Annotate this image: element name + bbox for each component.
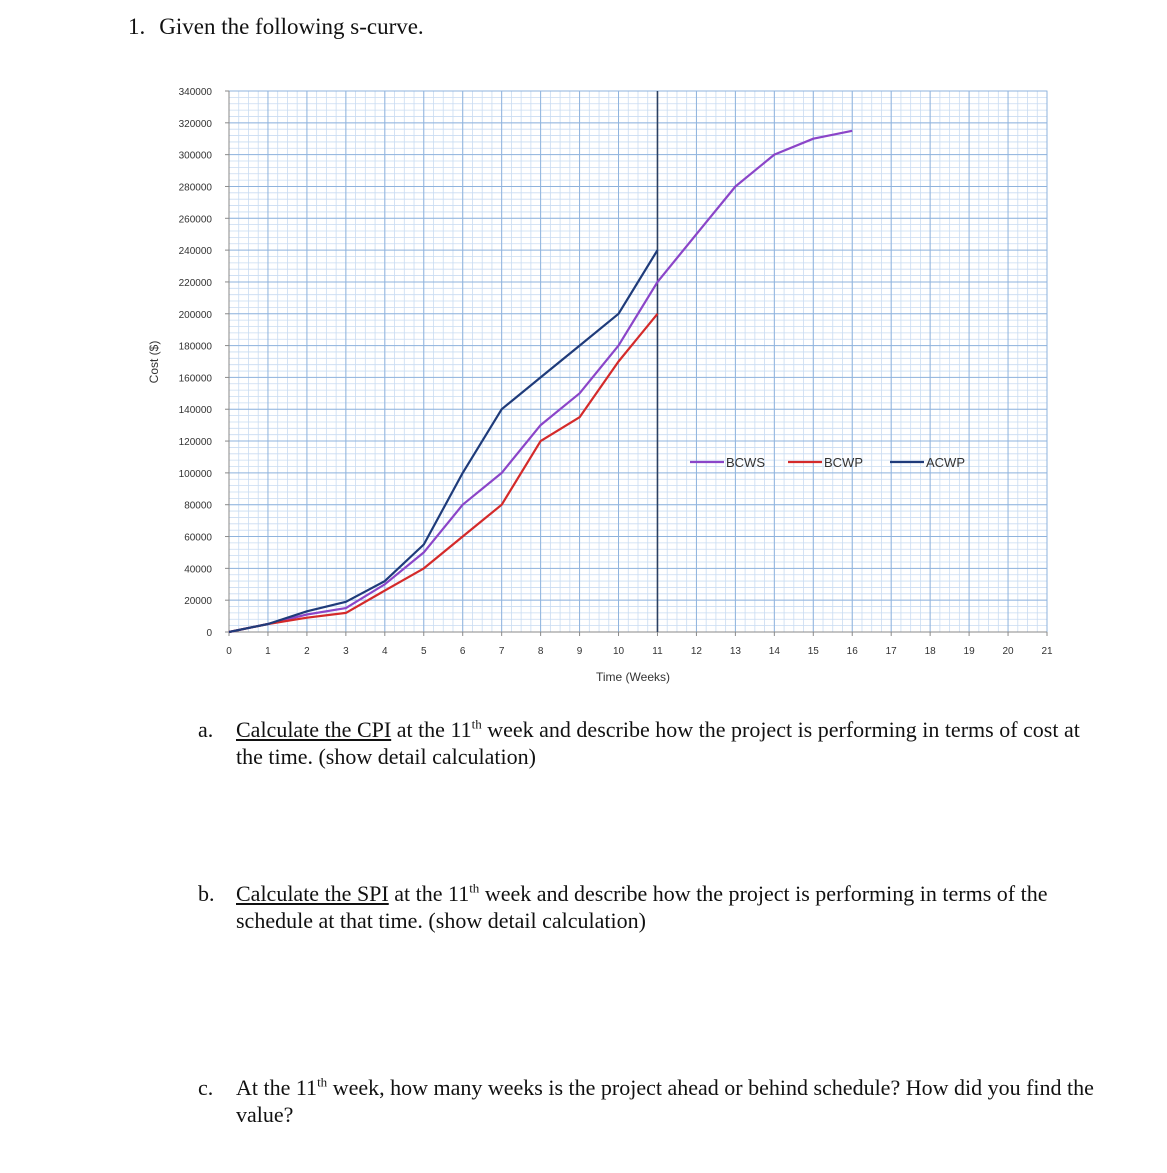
sub-question-letter: a. — [198, 717, 214, 742]
x-tick-label: 2 — [304, 646, 310, 657]
sub-question-underlined: Calculate the CPI — [236, 717, 392, 742]
x-tick-label: 5 — [420, 646, 427, 657]
sub-question-a — [198, 716, 1098, 769]
y-tick-label: 340000 — [178, 87, 212, 98]
y-tick-label: 140000 — [178, 405, 212, 417]
y-tick-label: 100000 — [178, 468, 212, 480]
y-tick-label: 160000 — [178, 373, 212, 385]
sub-question-pre-sup: At the 11 — [236, 1075, 318, 1100]
x-tick-label: 9 — [576, 646, 583, 657]
x-tick-labels — [226, 632, 1053, 657]
sub-question-body — [236, 1074, 1096, 1128]
y-tick-label: 20000 — [184, 596, 212, 608]
y-tick-label: 40000 — [184, 564, 212, 576]
sub-question-pre-sup: at the 11 — [388, 881, 470, 906]
sub-question-rest: week and describe how the project is performing in terms of cost at the time. (show detail calculation) — [236, 717, 1080, 769]
x-tick-label: 7 — [498, 646, 505, 657]
x-tick-label: 12 — [690, 646, 702, 657]
x-tick-label: 8 — [537, 646, 544, 657]
x-tick-label: 10 — [612, 646, 625, 657]
legend-label-bcwp: BCWP — [824, 455, 863, 470]
x-tick-label: 6 — [459, 646, 466, 657]
sub-question-b — [198, 880, 1098, 933]
x-tick-label: 1 — [265, 646, 271, 657]
sub-question-sup: th — [469, 880, 480, 896]
sub-question-underlined: Calculate the SPI — [236, 881, 389, 906]
x-tick-label: 17 — [885, 646, 897, 657]
y-tick-label: 80000 — [184, 500, 212, 512]
x-tick-label: 16 — [846, 646, 858, 657]
sub-question-pre-sup: at the 11 — [391, 717, 472, 742]
y-tick-label: 240000 — [178, 246, 212, 258]
x-tick-label: 4 — [382, 646, 388, 657]
y-tick-label: 180000 — [178, 341, 212, 353]
x-tick-label: 0 — [226, 646, 232, 657]
sub-question-sup: th — [471, 716, 482, 732]
y-axis-label: Cost ($) — [147, 340, 161, 384]
sub-question-letter: b. — [198, 881, 215, 906]
sub-question-sup: th — [317, 1074, 328, 1090]
x-tick-label: 11 — [652, 646, 663, 657]
x-tick-label: 18 — [924, 646, 936, 657]
x-tick-label: 19 — [963, 646, 975, 657]
y-tick-labels — [179, 87, 229, 639]
x-tick-label: 14 — [768, 646, 780, 657]
y-tick-label: 260000 — [178, 214, 212, 226]
sub-question-c — [198, 1074, 1098, 1127]
x-tick-label: 3 — [343, 646, 349, 657]
y-tick-label: 300000 — [178, 150, 212, 162]
sub-question-rest: week and describe how the project is performing in terms of the schedule at that time. (show detail calculation) — [236, 881, 1048, 933]
question-number: 1. — [128, 14, 146, 39]
legend-label-acwp: ACWP — [926, 455, 965, 470]
x-tick-label: 13 — [729, 646, 741, 657]
sub-question-letter: c. — [198, 1075, 214, 1100]
y-tick-label: 0 — [206, 628, 212, 639]
sub-question-body — [236, 880, 1096, 934]
sub-question-rest: week, how many weeks is the project ahead or behind schedule? How did you find the value? — [236, 1075, 1094, 1127]
y-tick-label: 60000 — [184, 532, 212, 544]
x-axis-label: Time (Weeks) — [595, 670, 671, 684]
sub-question-body — [236, 716, 1096, 770]
legend-label-bcws: BCWS — [726, 455, 765, 470]
y-tick-label: 320000 — [178, 118, 212, 130]
y-tick-label: 120000 — [178, 437, 212, 449]
x-tick-label: 21 — [1041, 646, 1053, 657]
y-tick-label: 200000 — [178, 309, 212, 321]
x-tick-label: 15 — [807, 646, 819, 657]
y-tick-label: 280000 — [178, 182, 212, 194]
question-text: Given the following s-curve. — [159, 14, 424, 39]
x-tick-label: 20 — [1002, 646, 1014, 657]
y-tick-label: 220000 — [178, 277, 212, 289]
